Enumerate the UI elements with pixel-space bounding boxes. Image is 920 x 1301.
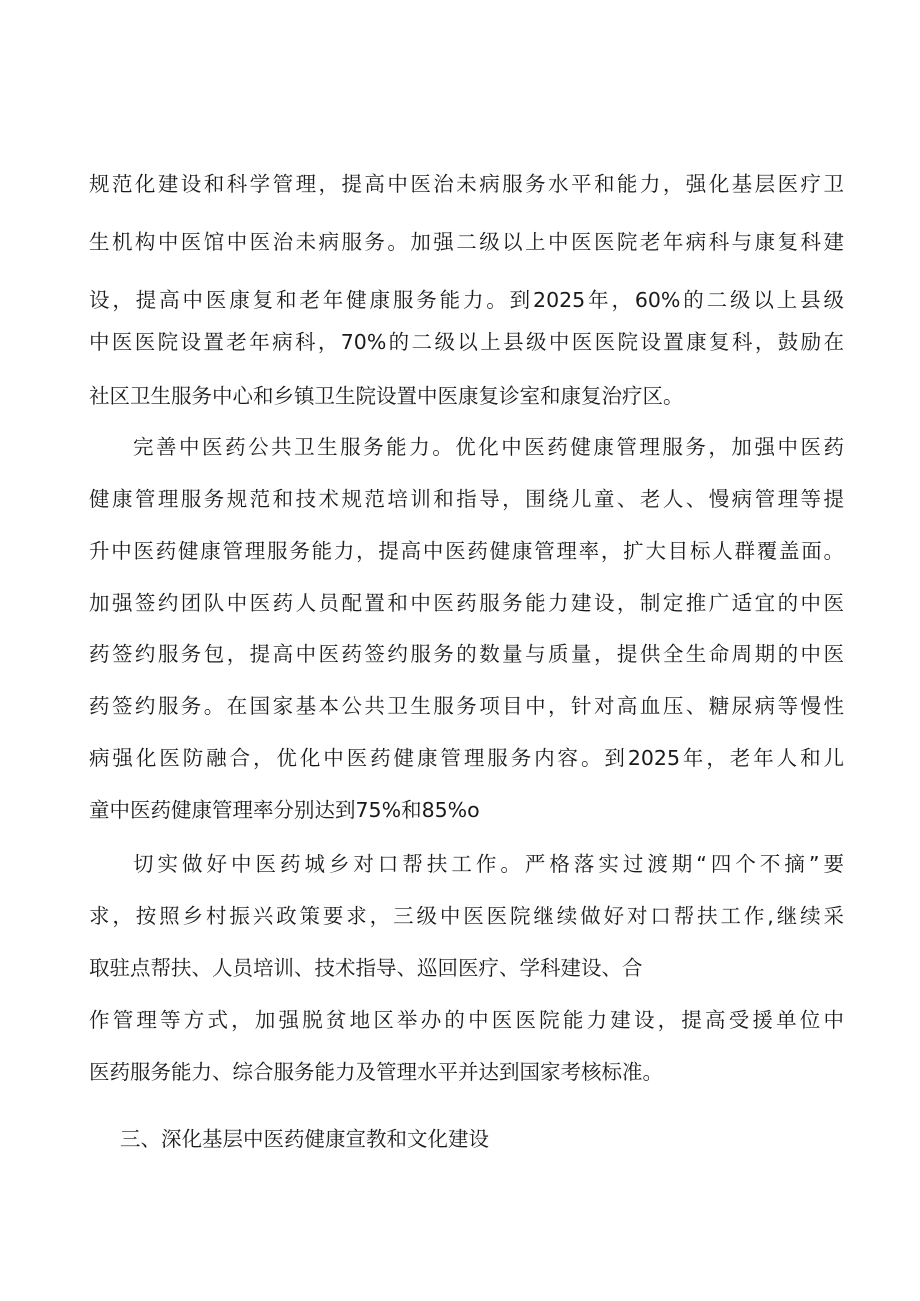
text-line: 设，提高中医康复和老年健康服务能力。到2025年，60%的二级以上县级 [89, 288, 844, 312]
text-line: 升中医药健康管理服务能力，提高中医药健康管理率，扩大目标人群覆盖面。 [89, 539, 844, 563]
text-line: 药签约服务包，提高中医药签约服务的数量与质量，提供全生命周期的中医 [89, 642, 844, 666]
text-line: 切实做好中医药城乡对口帮扶工作。严格落实过渡期“四个不摘”要 [133, 852, 844, 876]
text-line: 医药服务能力、综合服务能力及管理水平并达到国家考核标准。 [89, 1060, 663, 1084]
text-line: 病强化医防融合，优化中医药健康管理服务内容。到2025年，老年人和儿 [89, 746, 844, 770]
text-line: 健康管理服务规范和技术规范培训和指导，围绕儿童、老人、慢病管理等提 [89, 487, 844, 511]
text-line: 童中医药健康管理率分别达到75%和85%o [89, 798, 480, 822]
text-line: 加强签约团队中医药人员配置和中医药服务能力建设，制定推广适宜的中医 [89, 591, 844, 615]
text-line: 取驻点帮扶、人员培训、技术指导、巡回医疗、学科建设、合 [89, 956, 643, 980]
text-line: 生机构中医馆中医治未病服务。加强二级以上中医医院老年病科与康复科建 [89, 230, 844, 254]
text-line: 求，按照乡村振兴政策要求，三级中医医院继续做好对口帮扶工作,继续采 [89, 904, 844, 928]
text-line: 药签约服务。在国家基本公共卫生服务项目中，针对高血压、糖尿病等慢性 [89, 694, 844, 718]
text-line: 中医医院设置老年病科，70%的二级以上县级中医医院设置康复科，鼓励在 [89, 330, 844, 354]
text-line: 作管理等方式，加强脱贫地区举办的中医医院能力建设，提高受援单位中 [89, 1008, 844, 1032]
section-heading: 三、深化基层中医药健康宣教和文化建设 [120, 1127, 489, 1151]
text-line: 规范化建设和科学管理，提高中医治未病服务水平和能力，强化基层医疗卫 [89, 172, 844, 196]
text-line: 完善中医药公共卫生服务能力。优化中医药健康管理服务，加强中医药 [133, 435, 844, 459]
text-line: 社区卫生服务中心和乡镇卫生院设置中医康复诊室和康复治疗区。 [89, 384, 684, 408]
